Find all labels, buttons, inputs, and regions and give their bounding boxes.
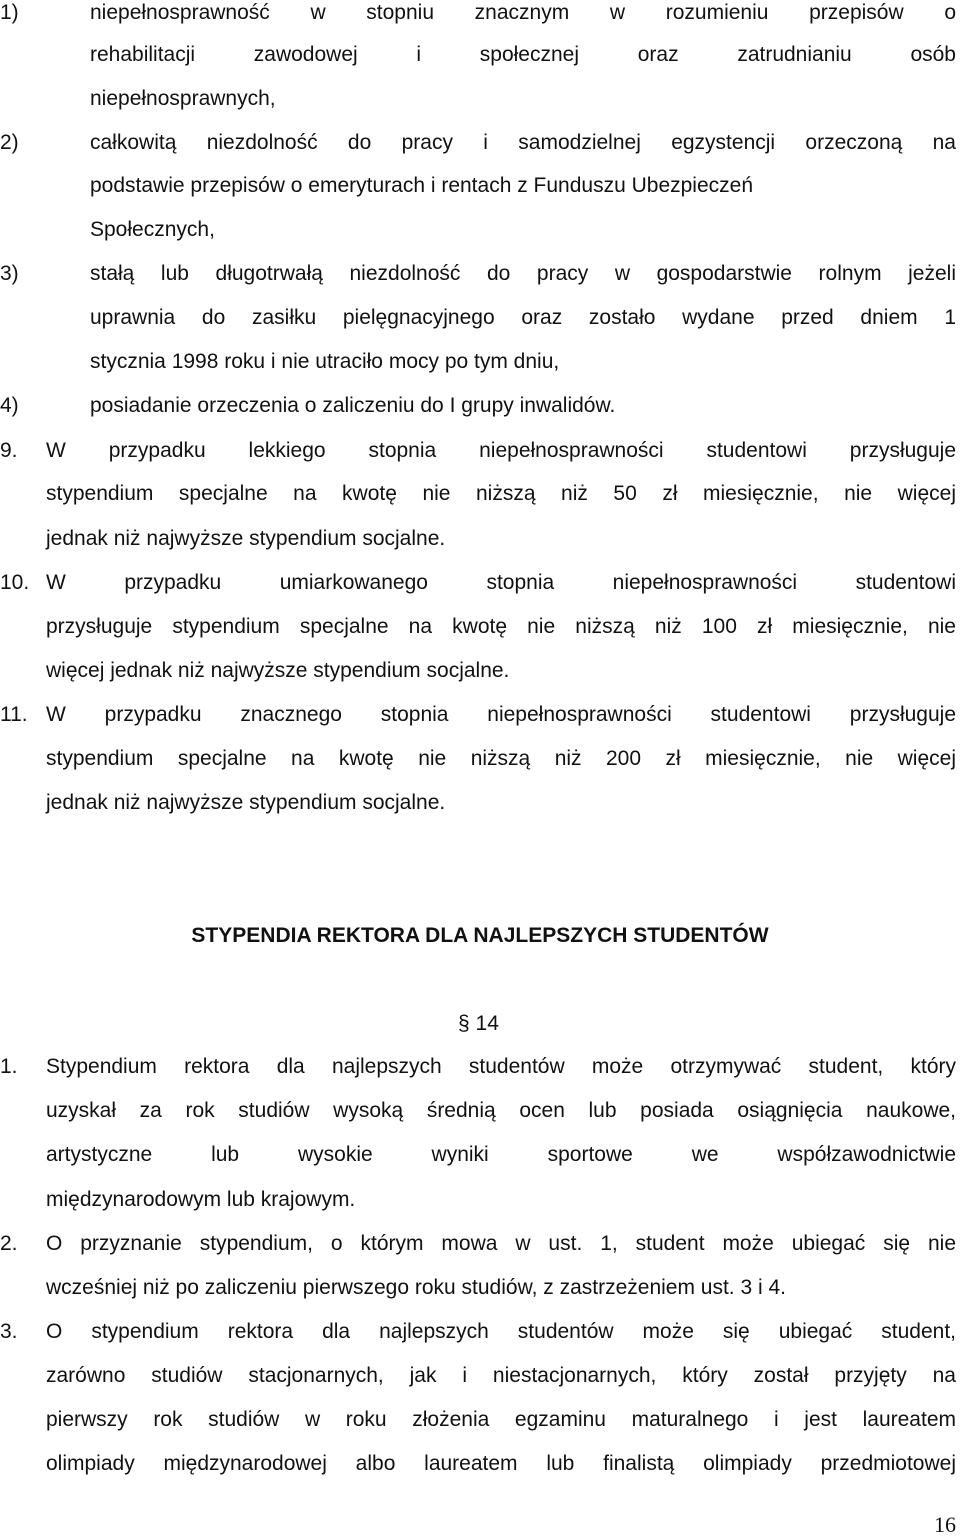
text-line: W przypadku lekkiego stopnia niepełnosprawności studentowi przysługuje bbox=[46, 439, 956, 462]
section-heading: STYPENDIA REKTORA DLA NAJLEPSZYCH STUDENTÓW bbox=[191, 924, 769, 947]
paragraph-number: 10. bbox=[0, 571, 30, 594]
text-line: posiadanie orzeczenia o zaliczeniu do I grupy inwalidów. bbox=[90, 394, 616, 417]
text-line: jednak niż najwyższe stypendium socjalne. bbox=[46, 527, 446, 550]
text-line: podstawie przepisów o emeryturach i rentach z Funduszu Ubezpieczeń bbox=[90, 174, 754, 197]
paragraph-number: 3. bbox=[0, 1320, 18, 1343]
text-line: stycznia 1998 roku i nie utraciło mocy po tym dniu, bbox=[90, 350, 560, 373]
text-line: niepełnosprawność w stopniu znacznym w rozumieniu przepisów o bbox=[90, 1, 956, 24]
page-number: 16 bbox=[934, 1512, 956, 1537]
text-line: więcej jednak niż najwyższe stypendium socjalne. bbox=[46, 659, 510, 682]
text-line: Społecznych, bbox=[90, 218, 215, 241]
text-line: uprawnia do zasiłku pielęgnacyjnego oraz zostało wydane przed dniem 1 bbox=[90, 306, 956, 329]
text-line: zarówno studiów stacjonarnych, jak i niestacjonarnych, który został przyjęty na bbox=[46, 1364, 956, 1387]
text-line: międzynarodowym lub krajowym. bbox=[46, 1188, 356, 1211]
text-line: O stypendium rektora dla najlepszych studentów może się ubiegać student, bbox=[46, 1320, 956, 1343]
list-item-number: 3) bbox=[0, 262, 19, 285]
list-item-number: 1) bbox=[0, 1, 19, 24]
text-line: artystyczne lub wysokie wyniki sportowe we współzawodnictwie bbox=[46, 1143, 956, 1166]
text-line: jednak niż najwyższe stypendium socjalne. bbox=[46, 791, 446, 814]
text-line: olimpiady międzynarodowej albo laureatem lub finalistą olimpiady przedmiotowej bbox=[46, 1452, 956, 1475]
text-line: W przypadku umiarkowanego stopnia niepełnosprawności studentowi bbox=[46, 571, 956, 594]
text-line: pierwszy rok studiów w roku złożenia egzaminu maturalnego i jest laureatem bbox=[46, 1408, 956, 1431]
text-line: stypendium specjalne na kwotę nie niższą niż 200 zł miesięcznie, nie więcej bbox=[46, 747, 956, 770]
text-line: wcześniej niż po zaliczeniu pierwszego roku studiów, z zastrzeżeniem ust. 3 i 4. bbox=[46, 1276, 787, 1299]
text-line: W przypadku znacznego stopnia niepełnosprawności studentowi przysługuje bbox=[46, 703, 956, 726]
text-line: rehabilitacji zawodowej i społecznej oraz zatrudnianiu osób bbox=[90, 43, 956, 66]
text-line: O przyznanie stypendium, o którym mowa w ust. 1, student może ubiegać się nie bbox=[46, 1232, 956, 1255]
text-line: przysługuje stypendium specjalne na kwotę nie niższą niż 100 zł miesięcznie, nie bbox=[46, 615, 956, 638]
paragraph-number: 2. bbox=[0, 1232, 18, 1255]
list-item-number: 4) bbox=[0, 394, 19, 417]
list-item-number: 2) bbox=[0, 131, 19, 154]
paragraph-number: 9. bbox=[0, 439, 18, 462]
text-line: niepełnosprawnych, bbox=[90, 87, 276, 110]
section-mark: § 14 bbox=[458, 1012, 499, 1035]
text-line: uzyskał za rok studiów wysoką średnią ocen lub posiada osiągnięcia naukowe, bbox=[46, 1099, 956, 1122]
paragraph-number: 1. bbox=[0, 1055, 18, 1078]
paragraph-number: 11. bbox=[0, 703, 28, 726]
text-line: stypendium specjalne na kwotę nie niższą niż 50 zł miesięcznie, nie więcej bbox=[46, 482, 956, 505]
text-line: stałą lub długotrwałą niezdolność do pracy w gospodarstwie rolnym jeżeli bbox=[90, 262, 956, 285]
text-line: Stypendium rektora dla najlepszych studentów może otrzymywać student, który bbox=[46, 1055, 956, 1078]
text-line: całkowitą niezdolność do pracy i samodzielnej egzystencji orzeczoną na bbox=[90, 131, 956, 154]
